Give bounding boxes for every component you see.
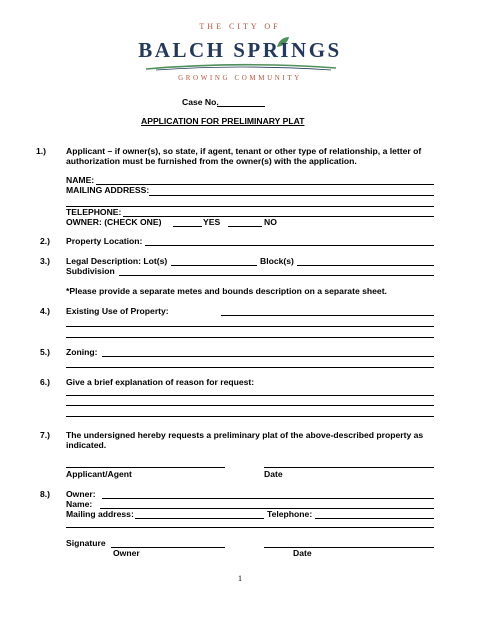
swoosh-icon bbox=[146, 62, 336, 72]
owner-label: Owner: bbox=[66, 489, 96, 499]
item4-number: 4.) bbox=[40, 306, 51, 316]
owner-no-label: NO bbox=[264, 217, 277, 227]
owner-mailing-field[interactable] bbox=[135, 518, 264, 519]
metes-bounds-note: *Please provide a separate metes and bounds description on a separate sheet. bbox=[66, 286, 387, 296]
owner-date-field[interactable] bbox=[264, 547, 434, 548]
property-location-field[interactable] bbox=[145, 245, 434, 246]
item6-number: 6.) bbox=[40, 377, 51, 387]
form-title: APPLICATION FOR PRELIMINARY PLAT bbox=[141, 116, 305, 126]
item3-number: 3.) bbox=[40, 256, 51, 266]
item1-text-line2: authorization must be furnished from the owner(s) with the application. bbox=[66, 156, 357, 166]
existing-use-field-1[interactable] bbox=[221, 315, 434, 316]
case-no-label: Case No. bbox=[182, 97, 219, 107]
item1-text-line1: Applicant – if owner(s), so state, if agent, tenant or other type of relationship, a letter of bbox=[66, 146, 422, 156]
subdivision-field[interactable] bbox=[119, 275, 434, 276]
case-no-field[interactable] bbox=[217, 106, 265, 107]
owner-name-label: Name: bbox=[66, 499, 93, 509]
item8-number: 8.) bbox=[40, 489, 51, 499]
logo-sub-text: GROWING COMMUNITY bbox=[178, 74, 302, 82]
property-location-label: Property Location: bbox=[66, 236, 143, 246]
owner-mailing-label: Mailing address: bbox=[66, 509, 134, 519]
telephone-field[interactable] bbox=[123, 216, 434, 217]
item1-number: 1.) bbox=[36, 146, 47, 156]
mailing-address-field[interactable] bbox=[149, 195, 434, 196]
applicant-date-label: Date bbox=[264, 469, 283, 479]
owner-telephone-label: Telephone: bbox=[267, 509, 313, 519]
blocks-label: Block(s) bbox=[260, 256, 294, 266]
owner-yes-field[interactable] bbox=[173, 226, 202, 227]
owner-field[interactable] bbox=[102, 498, 434, 499]
subdivision-label: Subdivision bbox=[66, 266, 115, 276]
existing-use-field-3[interactable] bbox=[66, 337, 434, 338]
mailing-address-label: MAILING ADDRESS: bbox=[66, 185, 150, 195]
page-number: 1 bbox=[238, 574, 242, 583]
item2-number: 2.) bbox=[40, 236, 51, 246]
reason-field-2[interactable] bbox=[66, 405, 434, 406]
applicant-agent-label: Applicant/Agent bbox=[66, 469, 132, 479]
name-label: NAME: bbox=[66, 175, 95, 185]
owner-telephone-field[interactable] bbox=[315, 518, 434, 519]
zoning-field-2[interactable] bbox=[66, 367, 434, 368]
legal-description-label: Legal Description: Lot(s) bbox=[66, 256, 168, 266]
existing-use-field-2[interactable] bbox=[66, 326, 434, 327]
owner-no-field[interactable] bbox=[228, 226, 262, 227]
signature-date-label: Date bbox=[293, 548, 312, 558]
zoning-field-1[interactable] bbox=[102, 356, 434, 357]
lots-field[interactable] bbox=[171, 265, 257, 266]
item5-number: 5.) bbox=[40, 347, 51, 357]
applicant-date-field[interactable] bbox=[264, 467, 434, 468]
existing-use-label: Existing Use of Property: bbox=[66, 306, 169, 316]
item7-text-line2: indicated. bbox=[66, 440, 107, 450]
signature-label: Signature bbox=[66, 538, 106, 548]
blocks-field[interactable] bbox=[297, 265, 434, 266]
owner-yes-label: YES bbox=[203, 217, 221, 227]
applicant-signature-field[interactable] bbox=[66, 467, 225, 468]
owner-address-field-2[interactable] bbox=[66, 527, 434, 528]
reason-label: Give a brief explanation of reason for request: bbox=[66, 377, 255, 387]
signature-owner-label: Owner bbox=[113, 548, 140, 558]
logo-top-text: THE CITY OF bbox=[199, 22, 281, 31]
logo-main-text: BALCH SPRINGS bbox=[138, 38, 342, 62]
item7-text-line1: The undersigned hereby requests a preliminary plat of the above-described property as bbox=[66, 430, 424, 440]
item7-number: 7.) bbox=[40, 430, 51, 440]
telephone-label: TELEPHONE: bbox=[66, 207, 122, 217]
reason-field-1[interactable] bbox=[66, 395, 434, 396]
reason-field-3[interactable] bbox=[66, 416, 434, 417]
owner-check-label: OWNER: (CHECK ONE) bbox=[66, 217, 162, 227]
zoning-label: Zoning: bbox=[66, 347, 98, 357]
